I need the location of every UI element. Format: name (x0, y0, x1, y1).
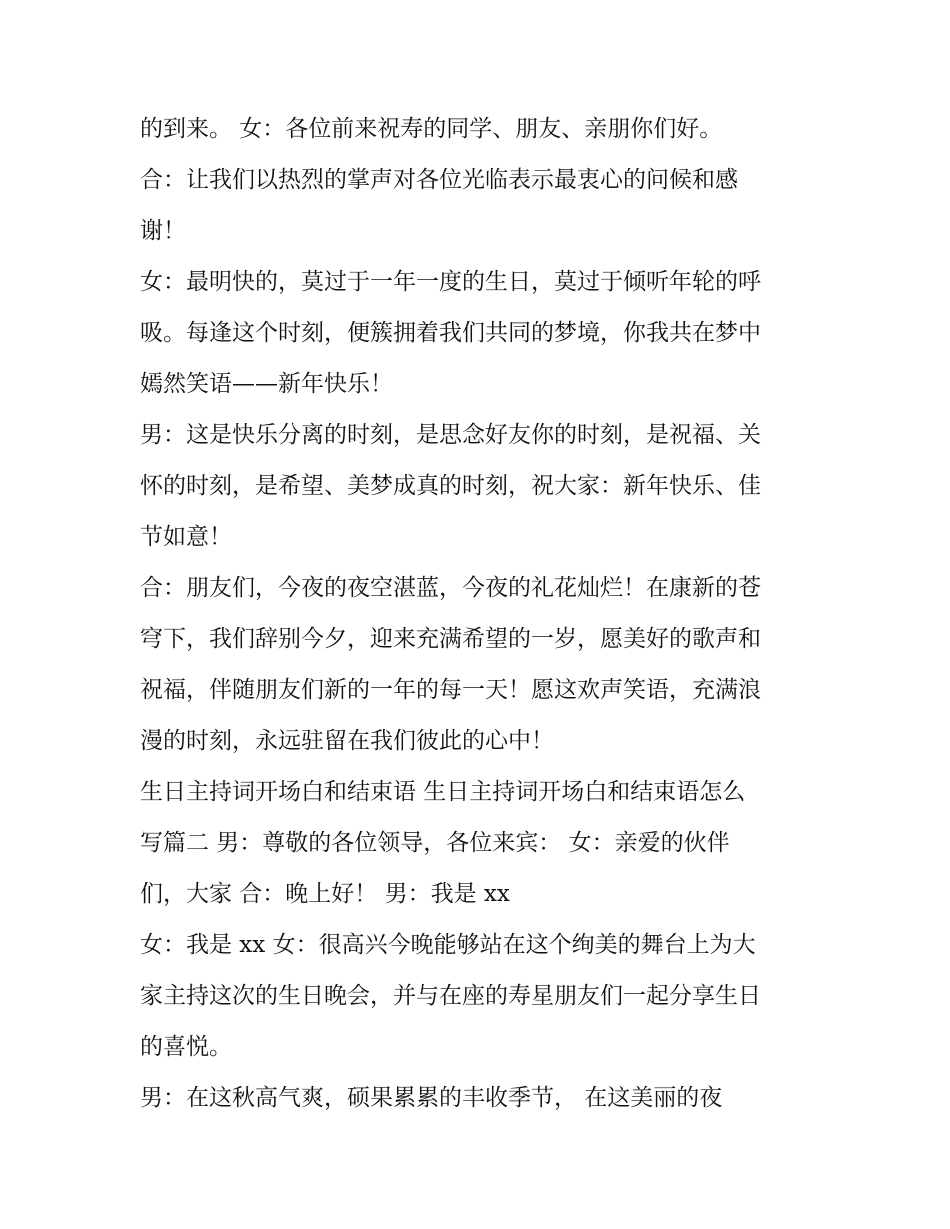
text-line: 谢！ (140, 218, 186, 244)
text-line: 穹下，我们辞别今夕，迎来充满希望的一岁，愿美好的歌声和 (140, 626, 761, 652)
text-line: 的喜悦。 (140, 1034, 232, 1060)
text-line: 漫的时刻，永远驻留在我们彼此的心中！ (140, 728, 554, 754)
text-line: 祝福，伴随朋友们新的一年的每一天！愿这欢声笑语，充满浪 (140, 677, 761, 703)
text-line: 家主持这次的生日晚会，并与在座的寿星朋友们一起分享生日 (140, 983, 761, 1009)
text-line: 男：这是快乐分离的时刻，是思念好友你的时刻，是祝福、关 (140, 422, 761, 448)
text-line: 嫣然笑语——新年快乐！ (140, 371, 393, 397)
text-line: 合：朋友们，今夜的夜空湛蓝，今夜的礼花灿烂！在康新的苍 (140, 575, 761, 601)
text-line: 怀的时刻，是希望、美梦成真的时刻，祝大家：新年快乐、佳 (140, 473, 761, 499)
text-line: 写篇二 男：尊敬的各位领导，各位来宾： 女：亲爱的伙伴 (140, 830, 730, 856)
text-line: 生日主持词开场白和结束语 生日主持词开场白和结束语怎么 (140, 779, 746, 805)
text-line: 女：我是 xx 女：很高兴今晚能够站在这个绚美的舞台上为大 (140, 932, 756, 958)
text-line: 合：让我们以热烈的掌声对各位光临表示最衷心的问候和感 (140, 167, 738, 193)
text-line: 们，大家 合：晚上好！ 男：我是 xx (140, 881, 510, 907)
text-line: 男：在这秋高气爽，硕果累累的丰收季节， 在这美丽的夜 (140, 1085, 723, 1111)
document-body (140, 104, 830, 1124)
text-line: 的到来。 女：各位前来祝寿的同学、朋友、亲朋你们好。 (140, 116, 723, 142)
text-line: 节如意！ (140, 524, 232, 550)
text-line: 女：最明快的，莫过于一年一度的生日，莫过于倾听年轮的呼 (140, 269, 761, 295)
text-line: 吸。每逢这个时刻，便簇拥着我们共同的梦境，你我共在梦中 (140, 320, 761, 346)
